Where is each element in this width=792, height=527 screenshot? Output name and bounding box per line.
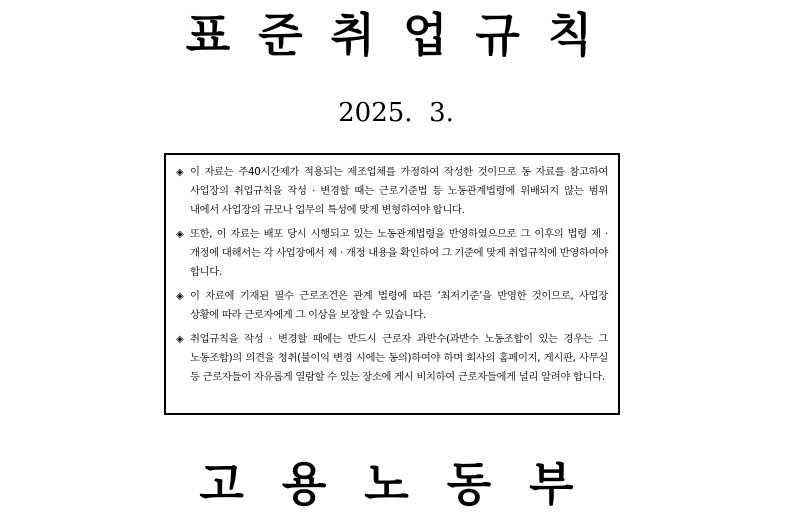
notice-item [176,163,608,220]
diamond-bullet-icon: ◈ [176,291,184,302]
notice-box [164,153,620,415]
notice-item [176,287,608,325]
notice-item [176,330,608,387]
notice-item-text: 취업규칙을 작성 · 변경할 때에는 반드시 근로자 과반수(과반수 노동조합이 있는 경우는 그 노동조합)의 의견을 청취(불이익 변경 시에는 동의)하여야 하며 회사의 홈페이지, 게시판, 사무실 등 근로자들이 자유롭게 열람할 수 있는 장소에 게시 비치하여 근로자들에게 널리 알려야 합니다. [190,333,608,383]
document-date: 2025. 3. [338,98,454,128]
notice-list [176,163,608,387]
ministry-name: 고용노동부 [199,457,612,511]
notice-item-text: 이 자료에 기재된 필수 근로조건은 관계 법령에 따른 ‘최저기준’을 반영한 것이므로, 사업장 상황에 따라 근로자에게 그 이상을 보장할 수 있습니다. [190,290,608,321]
diamond-bullet-icon: ◈ [176,229,184,240]
diamond-bullet-icon: ◈ [176,334,184,345]
notice-item [176,225,608,282]
diamond-bullet-icon: ◈ [176,167,184,178]
notice-item-text: 이 자료는 주40시간제가 적용되는 제조업체를 가정하여 작성한 것이므로 동 자료를 참고하여 사업장의 취업규칙을 작성 · 변경할 때는 근로기준법 등 노동관계법령에 위배되지 않는 범위 내에서 사업장의 규모나 업무의 특성에 맞게 변형하여야 합니다. [190,166,608,216]
notice-item-text: 또한, 이 자료는 배포 당시 시행되고 있는 노동관계법령을 반영하였으므로 그 이후의 법령 제 · 개정에 대해서는 각 사업장에서 제 · 개정 내용을 확인하여 그 기준에 맞게 취업규칙에 반영하여야 합니다. [190,228,608,278]
document-title: 표준취업규칙 [185,8,621,62]
